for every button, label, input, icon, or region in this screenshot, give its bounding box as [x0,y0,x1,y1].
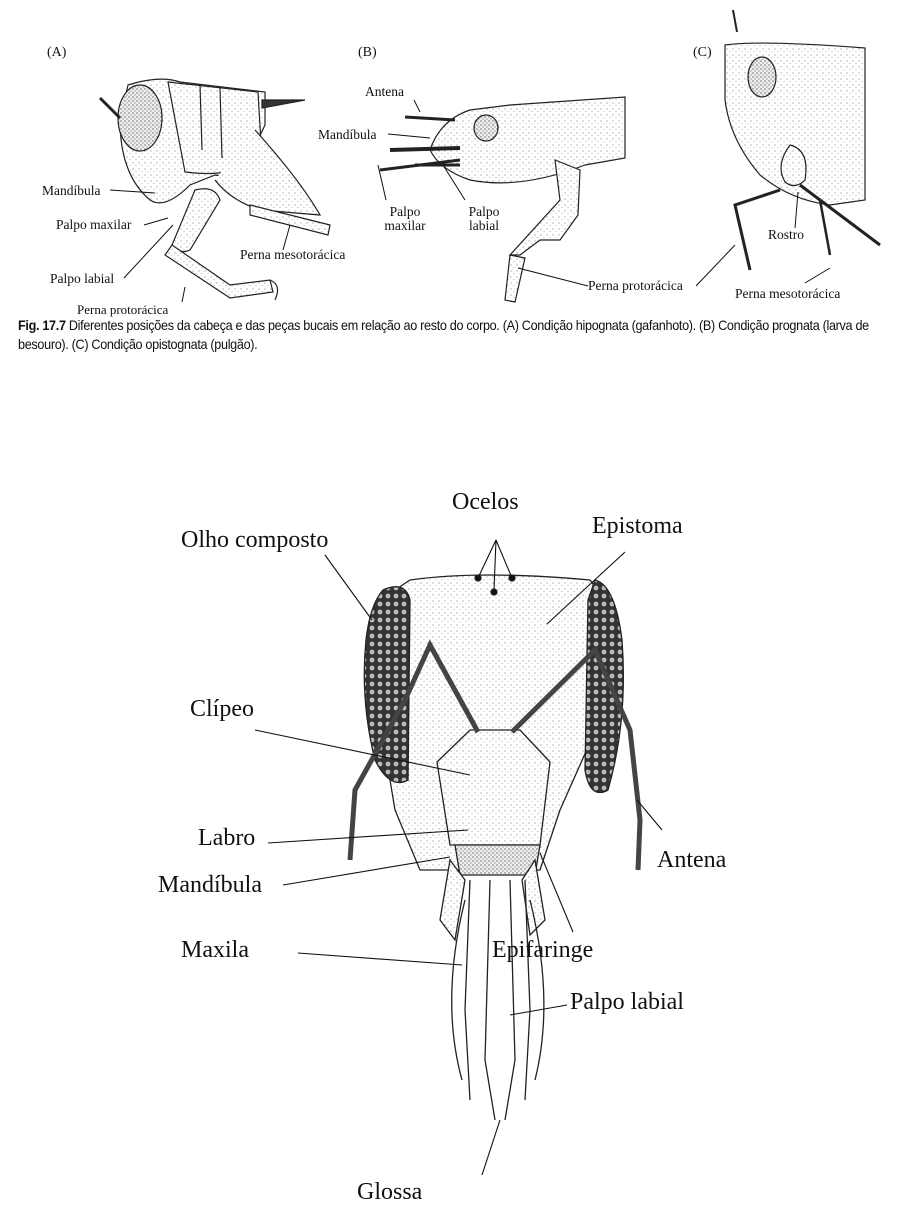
label-maxila: Maxila [181,937,249,963]
label-a-palpo-labial: Palpo labial [50,271,115,286]
label-a-palpo-maxilar: Palpo maxilar [56,217,132,232]
label-b-palpo-maxilar-line1: Palpo [389,204,421,219]
larva-drawing [380,97,625,302]
label-b-perna-protoracica: Perna protorácica [588,278,683,293]
caption-text: Diferentes posições da cabeça e das peças bucais em relação ao resto do corpo. (A) Condição hipognata (gafanhoto). (B) Condição prognata (larva de besouro). (C) Condição opistognata (pulgão). [18,318,869,352]
label-epistoma: Epistoma [592,513,683,539]
label-epifaringe: Epifaringe [492,937,594,963]
label-clipeo: Clípeo [190,696,254,722]
figure-number: Fig. 17.7 [18,318,66,333]
label-b-mandibula: Mandíbula [318,127,377,142]
label-b-palpo-maxilar [380,205,430,233]
label-palpo-labial: Palpo labial [570,989,684,1015]
label-a-perna-mesotoracica: Perna mesotorácica [240,247,346,262]
label-b-palpo-maxilar-line2: maxilar [384,218,426,234]
label-glossa: Glossa [357,1179,423,1205]
label-mandibula: Mandíbula [158,872,262,898]
hymenoptera-head-drawing [350,575,640,1120]
label-a-perna-protoracica: Perna protorácica [77,302,169,317]
label-antena: Antena [657,847,727,873]
figure-caption [18,316,913,354]
label-labro: Labro [198,825,256,851]
label-c-perna-mesotoracica: Perna mesotorácica [735,286,841,301]
panel-letter-c: (C) [693,45,712,60]
label-b-palpo-labial [463,205,505,233]
label-ocelos: Ocelos [452,489,519,515]
label-a-mandibula: Mandíbula [42,183,101,198]
panel-letter-a: (A) [47,45,67,60]
label-b-palpo-labial-line2: labial [469,218,499,234]
label-b-palpo-labial-line1: Palpo [468,204,500,219]
label-olho-composto: Olho composto [181,527,329,553]
panel-c-leaders [696,192,830,286]
label-c-rostro: Rostro [768,227,805,242]
panel-letter-b: (B) [358,45,377,60]
label-b-antena: Antena [365,84,404,99]
